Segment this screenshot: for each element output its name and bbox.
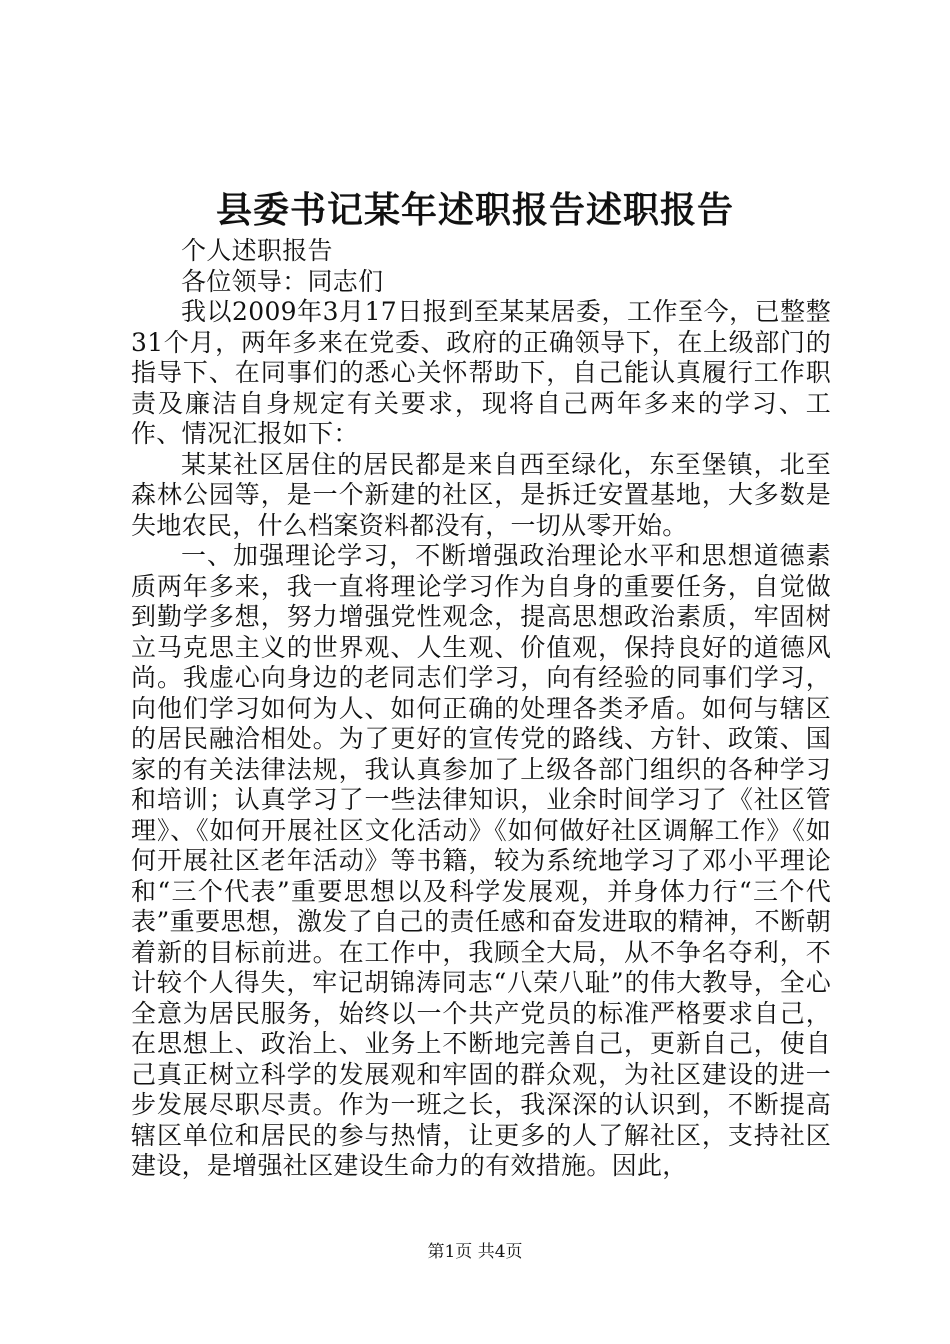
document-body: [131, 236, 831, 1182]
paragraph-salutation: 各位领导：同志们: [181, 266, 384, 296]
paragraph-community: 某某社区居住的居民都是来自西至绿化，东至堡镇，北至森林公园等，是一个新建的社区，是拆迁安置基地，大多数是失地农民，什么档案资料都没有，一切从零开始。: [131, 449, 831, 540]
paragraph-intro: 我以2009年3月17日报到至某某居委，工作至今，已整整31个月，两年多来在党委、政府的正确领导下，在上级部门的指导下、在同事们的悉心关怀帮助下，自己能认真履行工作职责及廉洁自身规定有关要求，现将自己两年多来的学习、工作、情况汇报如下：: [131, 297, 831, 448]
paragraph-heading: 个人述职报告: [181, 236, 333, 265]
paragraph-section-one: 一、加强理论学习，不断增强政治理论水平和思想道德素质两年多来，我一直将理论学习作为自身的重要任务，自觉做到勤学多想，努力增强党性观念，提高思想政治素质，牢固树立马克思主义的世界观、人生观、价值观，保持良好的道德风尚。我虚心向身边的老同志们学习，向有经验的同事们学习，向他们学习如何为人、如何正确的处理各类矛盾。如何与辖区的居民融洽相处。为了更好的宣传党的路线、方针、政策、国家的有关法律法规，我认真参加了上级各部门组织的各种学习和培训；认真学习了一些法律知识，业余时间学习了《社区管理》、《如何开展社区文化活动》《如何做好社区调解工作》《如何开展社区老年活动》等书籍，较为系统地学习了邓小平理论和“三个代表”重要思想以及科学发展观，并身体力行“三个代表”重要思想，激发了自己的责任感和奋发进取的精神，不断朝着新的目标前进。在工作中，我顾全大局，从不争名夺利，不计较个人得失，牢记胡锦涛同志“八荣八耻”的伟大教导，全心全意为居民服务，始终以一个共产党员的标准严格要求自己，在思想上、政治上、业务上不断地完善自己，更新自己，使自己真正树立科学的发展观和牢固的群众观，为社区建设的进一步发展尽职尽责。作为一班之长，我深深的认识到，不断提高辖区单位和居民的参与热情，让更多的人了解社区，支持社区建设，是增强社区建设生命力的有效措施。因此，: [131, 541, 831, 1180]
page-number-footer: 第1页 共4页: [427, 1242, 523, 1262]
document-title: 县委书记某年述职报告述职报告: [215, 189, 734, 231]
